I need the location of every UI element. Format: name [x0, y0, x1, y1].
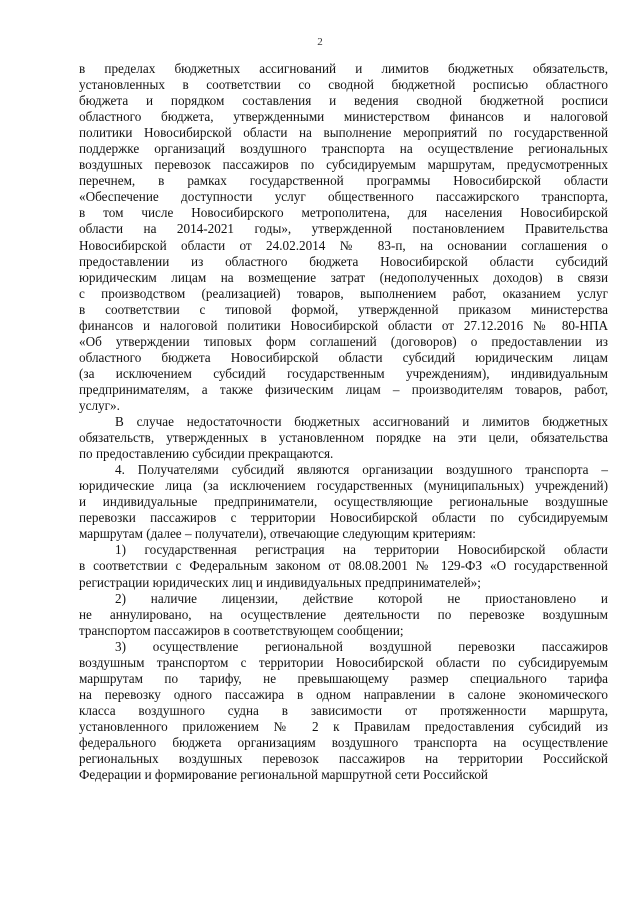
text-line: политики Новосибирской области на выполнение мероприятий по государственной	[79, 125, 608, 141]
page-number: 2	[317, 36, 323, 48]
text-line: областного бюджета, утвержденными министерством финансов и налоговой	[79, 109, 608, 125]
paragraph-p1	[79, 61, 608, 414]
text-line: Федерации и формирование региональной маршрутной сети Российской	[79, 767, 488, 783]
text-line: маршрутам (далее – получатели), отвечающие следующим критериям:	[79, 526, 476, 542]
text-line: бюджета и порядком составления и ведения сводной бюджетной росписи	[79, 93, 608, 109]
paragraph-p2	[79, 414, 608, 462]
text-line: областного бюджета Новосибирской области субсидий юридическим лицам	[79, 349, 608, 365]
text-line: «Обеспечение доступности услуг общественного пассажирского транспорта,	[79, 189, 608, 205]
paragraph-p4	[79, 542, 608, 590]
text-line: 3) осуществление региональной воздушной перевозки пассажиров	[115, 638, 608, 654]
text-line: перечнем, в рамках государственной программы Новосибирской области	[79, 173, 608, 189]
text-line: 2) наличие лицензии, действие которой не приостановлено и	[115, 590, 608, 606]
text-line: транспортом пассажиров в соответствующем сообщении;	[79, 622, 404, 638]
document-body	[79, 61, 608, 783]
text-line: в том числе Новосибирского метрополитена, для населения Новосибирской	[79, 205, 608, 221]
text-line: услуг».	[79, 397, 120, 413]
text-line: перевозки пассажиров с территории Новосибирской области по субсидируемым	[79, 510, 608, 526]
text-line: воздушных перевозок пассажиров по субсидируемым маршрутам, предусмотренных	[79, 157, 608, 173]
text-line: в соответствии с Федеральным законом от 08.08.2001 № 129-ФЗ «О государственной	[79, 558, 608, 574]
text-line: предпринимателям, а также физическим лицам – производителям товаров, работ,	[79, 381, 608, 397]
text-line: Новосибирской области от 24.02.2014 № 83-п, на основании соглашения о	[79, 237, 608, 253]
text-line: класса воздушного судна в зависимости от протяженности маршрута,	[79, 702, 608, 718]
text-line: 1) государственная регистрация на территории Новосибирской области	[115, 542, 608, 558]
text-line: воздушным транспортом с территории Новосибирской области по субсидируемым	[79, 654, 608, 670]
text-line: маршрутам по тарифу, не превышающему размер специального тарифа	[79, 670, 608, 686]
text-line: «Об утверждении типовых форм соглашений (договоров) о предоставлении из	[79, 333, 608, 349]
text-line: области на 2014-2021 годы», утвержденной постановлением Правительства	[79, 221, 608, 237]
paragraph-p5	[79, 591, 608, 639]
text-line: не аннулировано, на осуществление деятельности по перевозке воздушным	[79, 606, 608, 622]
text-line: установленных в соответствии со сводной бюджетной росписью областного	[79, 77, 608, 93]
text-line: юридическим лицам на возмещение затрат (недополученных доходов) в связи	[79, 269, 608, 285]
text-line: в соответствии с типовой формой, утвержденной приказом министерства	[79, 301, 608, 317]
text-line: региональных воздушных перевозок пассажиров на территории Российской	[79, 751, 608, 767]
text-line: и индивидуальные предприниматели, осуществляющие региональные воздушные	[79, 494, 608, 510]
text-line: юридические лица (за исключением государственных (муниципальных) учреждений)	[79, 478, 608, 494]
paragraph-p6	[79, 639, 608, 783]
text-line: на перевозку одного пассажира в одном направлении в салоне экономического	[79, 686, 608, 702]
text-line: по предоставлению субсидии прекращаются.	[79, 446, 334, 462]
text-line: поддержке организаций воздушного транспорта на осуществление региональных	[79, 141, 608, 157]
text-line: 4. Получателями субсидий являются организации воздушного транспорта –	[115, 462, 608, 478]
paragraph-p3	[79, 462, 608, 542]
text-line: в пределах бюджетных ассигнований и лимитов бюджетных обязательств,	[79, 61, 608, 76]
text-line: финансов и налоговой политики Новосибирской области от 27.12.2016 № 80-НПА	[79, 317, 608, 333]
text-line: обязательств, утвержденных в установленном порядке на эти цели, обязательства	[79, 430, 608, 446]
text-line: установленного приложением № 2 к Правилам предоставления субсидий из	[79, 718, 608, 734]
text-line: В случае недостаточности бюджетных ассигнований и лимитов бюджетных	[115, 414, 608, 430]
text-line: с производством (реализацией) товаров, выполнением работ, оказанием услуг	[79, 285, 608, 301]
text-line: федерального бюджета организациям воздушного транспорта на осуществление	[79, 734, 608, 750]
text-line: регистрации юридических лиц и индивидуальных предпринимателей»;	[79, 574, 481, 590]
text-line: предоставлении из областного бюджета Новосибирской области субсидий	[79, 253, 608, 269]
text-line: (за исключением субсидий государственным учреждениям), индивидуальным	[79, 365, 608, 381]
